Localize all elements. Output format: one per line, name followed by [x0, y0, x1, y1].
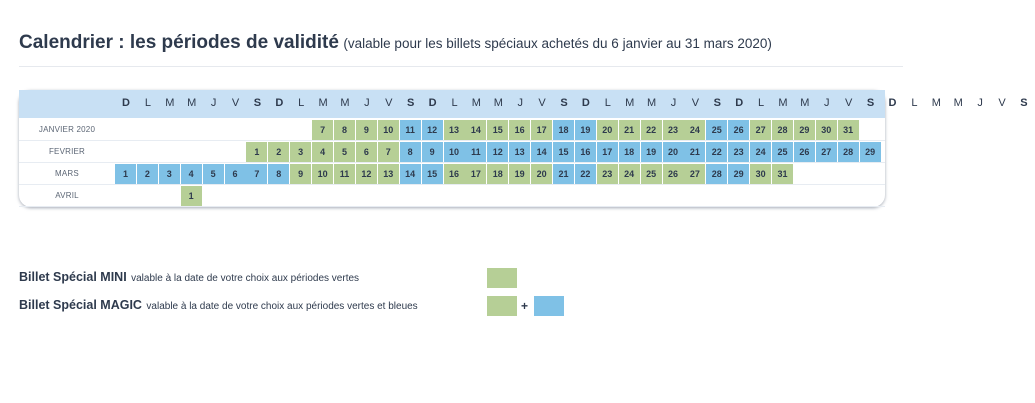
row-separator [19, 206, 885, 207]
green-period-swatch [487, 296, 517, 316]
weekday-letter: V [231, 97, 240, 109]
weekday-letter: J [977, 97, 983, 109]
calendar-day: 17 [531, 120, 552, 140]
calendar-day: 10 [444, 142, 465, 162]
weekday-letter: J [670, 97, 677, 109]
calendar-day: 18 [487, 164, 508, 184]
calendar-day: 13 [509, 142, 530, 162]
calendar-day: 25 [706, 120, 727, 140]
calendar-day: 15 [553, 142, 574, 162]
calendar-day: 6 [356, 142, 377, 162]
plus-sign: + [521, 299, 529, 313]
page-title [19, 32, 772, 54]
weekday-letter: J [517, 97, 523, 109]
calendar-day: 10 [312, 164, 333, 184]
calendar-day: 22 [706, 142, 727, 162]
weekday-letter: S [560, 97, 568, 109]
calendar-day: 12 [422, 120, 443, 140]
calendar-day: 16 [575, 142, 596, 162]
calendar-day: 31 [838, 120, 859, 140]
weekday-letter: J [824, 97, 830, 109]
calendar-day: 8 [268, 164, 289, 184]
weekday-letter: M [778, 97, 788, 109]
weekday-letter: L [604, 97, 611, 109]
weekday-header [19, 90, 1028, 118]
calendar-day: 19 [509, 164, 530, 184]
calendar-day: 15 [422, 164, 443, 184]
calendar-day: 23 [728, 142, 749, 162]
legend-mini [19, 268, 359, 286]
calendar-day: 28 [838, 142, 859, 162]
weekday-letter: M [625, 97, 635, 109]
calendar-day: 17 [597, 142, 618, 162]
row-separator [19, 140, 885, 141]
calendar-day: 15 [487, 120, 508, 140]
weekday-letter: M [187, 97, 197, 109]
calendar-day: 12 [487, 142, 508, 162]
calendar-day: 21 [684, 142, 705, 162]
weekday-letter: L [298, 97, 305, 109]
month-label: JANVIER 2020 [38, 125, 96, 134]
calendar-day: 8 [400, 142, 421, 162]
calendar-day: 27 [750, 120, 771, 140]
calendar-day: 19 [575, 120, 596, 140]
green-period-swatch [487, 268, 517, 288]
calendar-day: 27 [816, 142, 837, 162]
calendar-day: 7 [378, 142, 399, 162]
calendar-day: 8 [334, 120, 355, 140]
divider [19, 66, 903, 67]
calendar-day: 18 [619, 142, 640, 162]
calendar-day: 7 [312, 120, 333, 140]
month-label: FEVRIER [48, 147, 86, 156]
calendar-day: 9 [422, 142, 443, 162]
weekday-letter: S [713, 97, 721, 109]
weekday-letter: D [122, 97, 130, 109]
weekday-letter: S [253, 97, 262, 109]
weekday-letter: L [911, 97, 918, 109]
calendar-day: 17 [465, 164, 486, 184]
calendar-day: 16 [509, 120, 530, 140]
calendar-day: 28 [772, 120, 793, 140]
weekday-letter: D [428, 97, 437, 109]
calendar-day: 11 [465, 142, 486, 162]
legend-mini-name: Billet Spécial MINI [19, 270, 127, 284]
calendar-day: 16 [444, 164, 465, 184]
calendar-day: 1 [115, 164, 136, 184]
calendar-day: 14 [531, 142, 552, 162]
calendar-day: 14 [400, 164, 421, 184]
calendar-day: 2 [268, 142, 289, 162]
calendar-day: 5 [334, 142, 355, 162]
calendar-day: 30 [750, 164, 771, 184]
weekday-letter: M [493, 97, 503, 109]
calendar-day: 4 [312, 142, 333, 162]
row-separator [19, 162, 885, 163]
weekday-letter: V [998, 97, 1006, 109]
weekday-letter: M [800, 97, 810, 109]
weekday-letter: M [471, 97, 481, 109]
calendar-day: 13 [378, 164, 399, 184]
calendar-day: 25 [772, 142, 793, 162]
month-label: AVRIL [55, 191, 79, 200]
calendar-day: 26 [794, 142, 815, 162]
calendar-day: 22 [575, 164, 596, 184]
weekday-letter: D [581, 97, 590, 109]
weekday-letter: M [647, 97, 657, 109]
calendar-day: 3 [159, 164, 180, 184]
weekday-letter: S [866, 97, 875, 109]
weekday-letter: D [888, 97, 897, 109]
legend-magic-name: Billet Spécial MAGIC [19, 298, 142, 312]
calendar-day: 21 [619, 120, 640, 140]
calendar-day: 4 [181, 164, 202, 184]
weekday-letter: M [953, 97, 963, 109]
calendar-day: 2 [137, 164, 158, 184]
calendar-day: 18 [553, 120, 574, 140]
weekday-letter: M [318, 97, 328, 109]
calendar-day: 9 [356, 120, 377, 140]
legend-magic [19, 296, 418, 314]
weekday-letter: D [275, 97, 284, 109]
calendar-day: 10 [378, 120, 399, 140]
weekday-letter: M [165, 97, 175, 109]
calendar-day: 20 [597, 120, 618, 140]
weekday-letter: S [407, 97, 415, 109]
month-label: MARS [55, 169, 79, 178]
calendar-day: 22 [641, 120, 662, 140]
weekday-letter: L [758, 97, 765, 109]
calendar-day: 13 [444, 120, 465, 140]
calendar-day: 26 [663, 164, 684, 184]
calendar-day: 23 [597, 164, 618, 184]
calendar-day: 3 [290, 142, 311, 162]
weekday-letter: J [210, 97, 217, 109]
weekday-letter: L [144, 97, 151, 109]
calendar-day: 29 [860, 142, 881, 162]
calendar-day: 29 [728, 164, 749, 184]
calendar-day: 11 [400, 120, 421, 140]
calendar-day: 24 [684, 120, 705, 140]
calendar-day: 6 [225, 164, 246, 184]
calendar-day: 30 [816, 120, 837, 140]
calendar-day: 21 [553, 164, 574, 184]
calendar-day: 24 [619, 164, 640, 184]
calendar-day: 7 [246, 164, 267, 184]
weekday-letter: V [845, 97, 853, 109]
calendar-day: 23 [663, 120, 684, 140]
calendar-day: 20 [531, 164, 552, 184]
calendar-day: 28 [706, 164, 727, 184]
weekday-letter: V [538, 97, 546, 109]
weekday-letter: V [385, 97, 393, 109]
row-separator [19, 184, 885, 185]
weekday-letter: D [735, 97, 744, 109]
calendar-day: 9 [290, 164, 311, 184]
legend-magic-desc: valable à la date de votre choix aux périodes vertes et bleues [146, 301, 418, 312]
validity-calendar [19, 90, 1028, 207]
weekday-letter: M [931, 97, 941, 109]
calendar-day: 14 [465, 120, 486, 140]
legend-mini-desc: valable à la date de votre choix aux périodes vertes [131, 273, 360, 284]
calendar-day: 27 [684, 164, 705, 184]
calendar-day: 20 [663, 142, 684, 162]
calendar-day: 26 [728, 120, 749, 140]
title-main: Calendrier : les périodes de validité [19, 32, 339, 53]
calendar-day: 11 [334, 164, 355, 184]
calendar-day: 5 [203, 164, 224, 184]
title-subtitle: (valable pour les billets spéciaux achetés du 6 janvier au 31 mars 2020) [343, 36, 772, 51]
weekday-letter: V [691, 97, 700, 109]
weekday-letter: M [340, 97, 350, 109]
calendar-day: 1 [181, 186, 202, 206]
calendar-day: 24 [750, 142, 771, 162]
calendar-day: 31 [772, 164, 793, 184]
weekday-letter: L [451, 97, 458, 109]
calendar-day: 12 [356, 164, 377, 184]
calendar-day: 1 [246, 142, 267, 162]
blue-period-swatch [534, 296, 564, 316]
weekday-letter: J [364, 97, 370, 109]
weekday-letter: S [1020, 97, 1028, 109]
calendar-day: 19 [641, 142, 662, 162]
calendar-day: 29 [794, 120, 815, 140]
calendar-day: 25 [641, 164, 662, 184]
